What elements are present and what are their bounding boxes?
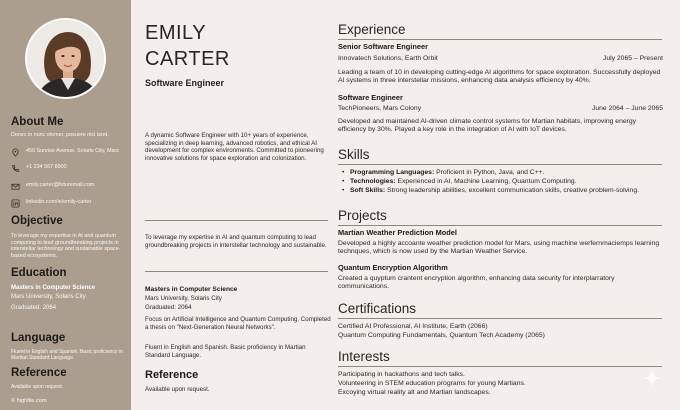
education-degree: Masters in Computer Science xyxy=(11,285,96,291)
job-2-company-row xyxy=(338,105,663,113)
job-2-dates: June 2064 – June 2065 xyxy=(591,105,663,112)
projects-heading: Projects xyxy=(338,208,387,223)
education-school-mid: Mars University, Solaris City xyxy=(145,295,222,302)
skill-text: Strong leadership abilities, excellent communication skills, creative problem-solving. xyxy=(385,187,639,194)
reference-mid-text: Available upon request. xyxy=(145,386,210,393)
skill-label: Programming Languages: xyxy=(350,169,435,176)
skills-heading: Skills xyxy=(338,147,370,162)
about-heading: About Me xyxy=(11,116,64,128)
education-school: Mars University, Solaris City xyxy=(11,294,86,300)
contact-phone xyxy=(11,164,121,173)
job-1-company: Innovatech Solutions, Earth Orbit xyxy=(338,55,438,62)
experience-heading: Experience xyxy=(338,22,406,37)
email-icon xyxy=(11,182,20,191)
interest-item: Excoying virtual reality alt and Martian landscapes. xyxy=(338,389,491,396)
interest-item: Volunteering in STEM education programs for young Martians. xyxy=(338,380,526,387)
divider xyxy=(338,366,662,367)
objective-heading: Objective xyxy=(11,215,63,227)
education-grad-mid: Graduated: 2064 xyxy=(145,304,192,311)
education-heading: Education xyxy=(11,267,67,279)
language-mid-text: Fluent in English and Spanish. Basic proficiency in Martian Standard Language. xyxy=(145,344,306,359)
language-text: Fluent in English and Spanish. Basic proficiency in Martian Standard Language. xyxy=(11,349,123,361)
last-name: CARTER xyxy=(145,48,230,70)
job-2-title: Software Engineer xyxy=(338,93,403,102)
divider xyxy=(338,225,662,226)
skill-label: Soft Skills: xyxy=(350,187,386,194)
job-title: Software Engineer xyxy=(145,78,225,88)
linkedin-icon xyxy=(11,199,20,208)
job-2-company: TechPioneers, Mars Colony xyxy=(338,105,422,112)
job-1-dates: July 2065 – Present xyxy=(602,55,663,62)
project-1-title: Martian Weather Prediction Model xyxy=(338,228,457,237)
certifications-heading: Certifications xyxy=(338,301,417,316)
skill-text: Experienced in AI, Machine Learning, Quantum Computing. xyxy=(395,178,577,185)
education-focus-mid: Focus on Artificial Intelligence and Quantum Computing. Completed a thesis on "Next-Generation Neural Networks". xyxy=(145,316,331,331)
job-1-desc: Leading a team of 10 in developing cutting-edge AI algorithms for space exploration. Successfully deployed AI systems in three interstellar missions, enhancing data analysis efficiency by 40%. xyxy=(338,69,661,85)
divider xyxy=(338,39,662,40)
reference-heading: Reference xyxy=(11,367,67,379)
objective-mid-text: To leverage my expertise in AI and quantum computing to lead groundbreaking projects in interstellar technology and sustainable. xyxy=(145,234,327,249)
certification-item: Quantum Computing Fundamentals, Quantum Tech Academy (2065) xyxy=(338,332,545,339)
job-2-desc: Developed and maintained AI-driven climate control systems for Martian habitats, improving energy efficiency by 30%. Played a key role in the integration of AI with IoT devices. xyxy=(338,118,637,134)
footer-text: © highfile.com xyxy=(11,398,47,404)
middle-column xyxy=(145,0,330,410)
contact-address xyxy=(11,148,121,157)
phone-icon xyxy=(11,164,20,173)
first-name: EMILY xyxy=(145,22,207,44)
project-2-desc: Created a quyptum crantent encryption algorithm, enhancing data security for interplarratory communications. xyxy=(338,275,615,291)
location-icon xyxy=(11,148,20,157)
skill-item xyxy=(338,169,663,177)
contact-linkedin[interactable] xyxy=(11,199,121,208)
divider xyxy=(338,164,662,165)
job-1-title: Senior Software Engineer xyxy=(338,42,428,51)
education-degree-mid: Masters in Computer Science xyxy=(145,286,238,293)
phone-text: +1 234 567 8900 xyxy=(26,164,67,170)
skill-label: Technologies: xyxy=(350,178,396,185)
reference-text: Available upon request. xyxy=(11,384,64,390)
about-text: Donec in nunc elemer, posuere nisl iaret, xyxy=(11,132,109,138)
interests-heading: Interests xyxy=(338,349,390,364)
skill-item xyxy=(338,178,663,186)
job-1-company-row xyxy=(338,55,663,63)
project-1-desc: Developed a highly accoante weather prediction model for Mars, using machine werfernmaciemps learning technques, which is now used by the Martian Weather Service. xyxy=(338,240,660,256)
skill-text: Proficient in Python, Java, and C++. xyxy=(434,169,545,176)
email-link[interactable]: emily.carter@futuremail.com xyxy=(26,182,95,188)
objective-text: To leverage my expertise in AI and quantum computing to lead groundbreaking projects in interstellar technology and sustainable space-based ecosystems. xyxy=(11,233,121,259)
contact-email[interactable] xyxy=(11,182,121,191)
divider xyxy=(145,271,328,272)
address-text: 450 Sunrise Avenue, Solaris City, Mars xyxy=(26,148,119,154)
project-2-title: Quantum Encryption Algorithm xyxy=(338,263,448,272)
sparkle-icon xyxy=(642,368,662,388)
summary-text: A dynamic Software Engineer with 10+ years of experience, specializing in deep learning, advanced robotics, and ethical AI development for complex environments. Committed to pioneering innovative solutions for space exploration and colonization. xyxy=(145,132,324,162)
avatar xyxy=(25,18,106,99)
reference-mid-heading: Reference xyxy=(145,369,199,381)
right-column xyxy=(338,0,668,410)
divider xyxy=(338,318,662,319)
certification-item: Certified AI Professional, AI Institute, Earth (2066) xyxy=(338,323,488,330)
interest-item: Participating in hackathons and tech talks. xyxy=(338,371,465,378)
divider xyxy=(145,220,328,221)
skill-item xyxy=(338,187,663,195)
language-heading: Language xyxy=(11,332,66,344)
education-grad: Graduated: 2064 xyxy=(11,305,57,311)
linkedin-link[interactable]: linkedin.com/in/emily-carter xyxy=(26,199,92,205)
sidebar xyxy=(0,0,131,410)
